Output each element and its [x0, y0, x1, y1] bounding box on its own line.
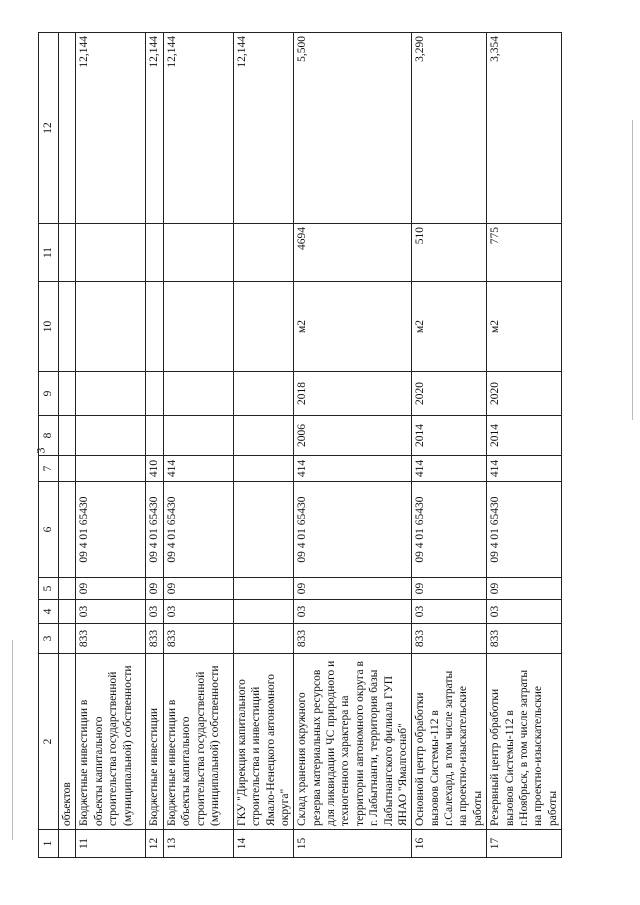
cell-target-article: 09 4 01 65430 [294, 482, 412, 578]
cell-amount: 3,354 [487, 33, 562, 224]
cell-code-ministry: 833 [146, 624, 163, 654]
cell-amount [59, 33, 76, 224]
cell-end-year: 2018 [294, 372, 412, 416]
cell-code-section: 03 [412, 600, 487, 624]
cell-description: объектов [59, 654, 76, 830]
cell-code-subsection: 09 [163, 578, 233, 600]
cell-capacity [233, 224, 294, 282]
cell-expense-type: 414 [487, 456, 562, 482]
cell-description: Основной центр обработки вызовов Системы-112 в г.Салехард, в том числе затраты на проектно-изыскательские работы [412, 654, 487, 830]
table-row [294, 33, 412, 858]
cell-amount: 12,144 [146, 33, 163, 224]
column-header: 11 [39, 224, 59, 282]
column-header: 9 [39, 372, 59, 416]
cell-expense-type: 414 [294, 456, 412, 482]
cell-code-subsection [59, 578, 76, 600]
scan-edge-line [632, 120, 633, 420]
column-header: 5 [39, 578, 59, 600]
cell-expense-type [59, 456, 76, 482]
cell-end-year [59, 372, 76, 416]
cell-description: Бюджетные инвестиции [146, 654, 163, 830]
column-header: 3 [39, 624, 59, 654]
table-row [412, 33, 487, 858]
cell-expense-type [76, 456, 146, 482]
cell-row-number: 16 [412, 830, 487, 858]
column-header: 10 [39, 282, 59, 372]
cell-unit: м2 [294, 282, 412, 372]
cell-amount: 5,500 [294, 33, 412, 224]
column-header: 4 [39, 600, 59, 624]
cell-start-year [76, 416, 146, 456]
cell-capacity [163, 224, 233, 282]
cell-target-article [233, 482, 294, 578]
cell-unit: м2 [487, 282, 562, 372]
cell-code-ministry: 833 [294, 624, 412, 654]
cell-row-number: 17 [487, 830, 562, 858]
cell-code-section: 03 [487, 600, 562, 624]
cell-target-article: 09 4 01 65430 [146, 482, 163, 578]
cell-code-subsection: 09 [146, 578, 163, 600]
cell-expense-type [233, 456, 294, 482]
cell-target-article: 09 4 01 65430 [163, 482, 233, 578]
column-header: 6 [39, 482, 59, 578]
cell-code-subsection: 09 [487, 578, 562, 600]
cell-code-ministry: 833 [163, 624, 233, 654]
cell-end-year [146, 372, 163, 416]
table-row [146, 33, 163, 858]
cell-code-subsection: 09 [76, 578, 146, 600]
cell-target-article: 09 4 01 65430 [412, 482, 487, 578]
cell-unit [233, 282, 294, 372]
cell-row-number: 15 [294, 830, 412, 858]
header-row [39, 33, 59, 858]
cell-expense-type: 414 [412, 456, 487, 482]
cell-start-year [146, 416, 163, 456]
cell-row-number: 11 [76, 830, 146, 858]
cell-row-number [59, 830, 76, 858]
cell-end-year [163, 372, 233, 416]
cell-code-ministry: 833 [412, 624, 487, 654]
cell-end-year: 2020 [412, 372, 487, 416]
cell-code-section [59, 600, 76, 624]
cell-code-ministry: 833 [76, 624, 146, 654]
cell-description: Бюджетные инвестиции в объекты капитального строительства государственной (муниципальной) собственности [76, 654, 146, 830]
cell-unit [163, 282, 233, 372]
cell-amount: 12,144 [163, 33, 233, 224]
table-row [487, 33, 562, 858]
cell-target-article: 09 4 01 65430 [76, 482, 146, 578]
cell-amount: 12,144 [233, 33, 294, 224]
cell-end-year [76, 372, 146, 416]
cell-start-year: 2014 [487, 416, 562, 456]
cell-row-number: 12 [146, 830, 163, 858]
cell-code-section: 03 [163, 600, 233, 624]
cell-target-article: 09 4 01 65430 [487, 482, 562, 578]
cell-code-section: 03 [146, 600, 163, 624]
cell-start-year: 2006 [294, 416, 412, 456]
cell-code-subsection [233, 578, 294, 600]
cell-expense-type: 410 [146, 456, 163, 482]
cell-description: Резервный центр обработки вызовов Системы-112 в г.Ноябрьск, в том числе затраты на проектно-изыскательские работы [487, 654, 562, 830]
cell-code-subsection: 09 [412, 578, 487, 600]
rotated-page [38, 33, 568, 858]
cell-amount: 3,290 [412, 33, 487, 224]
cell-code-ministry [59, 624, 76, 654]
cell-capacity: 510 [412, 224, 487, 282]
cell-code-subsection: 09 [294, 578, 412, 600]
cell-end-year: 2020 [487, 372, 562, 416]
table-row [163, 33, 233, 858]
cell-target-article [59, 482, 76, 578]
cell-description: Склад хранения окружного резерва материальных ресурсов для ликвидации ЧС природного и техногенного характера на территории автономного округа в г. Лабытнанги, территория базы Лабытнангского филиала ГУП ЯНАО "Ямалгоснаб" [294, 654, 412, 830]
column-header: 7 [39, 456, 59, 482]
cell-capacity: 775 [487, 224, 562, 282]
cell-start-year: 2014 [412, 416, 487, 456]
cell-code-section: 03 [76, 600, 146, 624]
column-header: 1 [39, 830, 59, 858]
cell-capacity: 4694 [294, 224, 412, 282]
cell-description: Бюджетные инвестиции в объекты капитального строительства государственной (муниципальной) собственности [163, 654, 233, 830]
scan-edge-line [12, 640, 13, 840]
cell-capacity [146, 224, 163, 282]
cell-description: ГКУ "Дирекция капитального строительства и инвестиций Ямало-Ненецкого автономного округа" [233, 654, 294, 830]
cell-code-section: 03 [294, 600, 412, 624]
cell-end-year [233, 372, 294, 416]
cell-start-year [233, 416, 294, 456]
cell-unit [76, 282, 146, 372]
cell-unit [59, 282, 76, 372]
cell-start-year [163, 416, 233, 456]
cell-capacity [76, 224, 146, 282]
cell-unit: м2 [412, 282, 487, 372]
column-header: 12 [39, 33, 59, 224]
table-row [233, 33, 294, 858]
cell-expense-type: 414 [163, 456, 233, 482]
cell-code-ministry [233, 624, 294, 654]
cell-code-section [233, 600, 294, 624]
cell-unit [146, 282, 163, 372]
cell-amount: 12,144 [76, 33, 146, 224]
cell-code-ministry: 833 [487, 624, 562, 654]
cell-capacity [59, 224, 76, 282]
cell-row-number: 13 [163, 830, 233, 858]
cell-start-year [59, 416, 76, 456]
column-header: 8 [39, 416, 59, 456]
cell-row-number: 14 [233, 830, 294, 858]
column-header: 2 [39, 654, 59, 830]
budget-table [38, 32, 562, 858]
table-row [59, 33, 76, 858]
page-number: 3 [33, 447, 48, 454]
table-row [76, 33, 146, 858]
